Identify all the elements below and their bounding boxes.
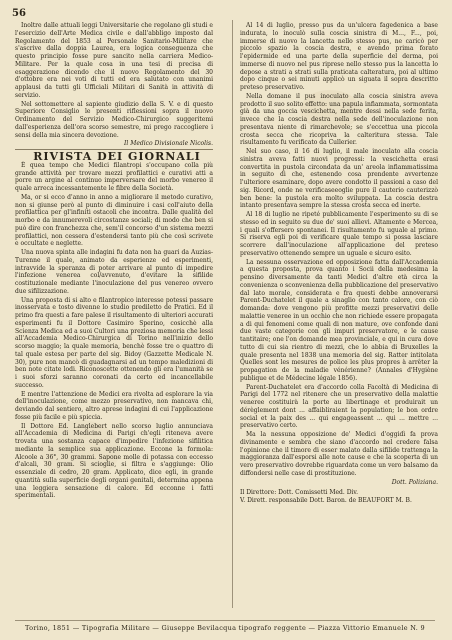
director-line: Il Direttore: Dott. Comissetti Med. Div. bbox=[240, 489, 359, 497]
paragraph: Inoltre dalle attuali leggi Universitarie che regolano gli studi e l'esercizio dell'Arte Medica civile e dall'abbligo imposto dal Regolamento del 1853 al Personale Sanitario-Militare che s'ascrive dalla doppia Laurea, era logica conseguenza che questo principio fosse pure sancito nella carriera Medico-Militare. Per la quale cosa in una tesi di precisa di esaggerazione dicendo che il nuovo Regolamento del 30 d'ottobre era nei voti di tutti ed era salutato con unanimi applausi da tutti gli Ufficiali Militari di Sanità in attività di servizio. bbox=[15, 22, 213, 99]
colophon: Torino, 1851 — Tipografia Militare — Giuseppe Bevilacqua tipografo reggente — Piazza Vittorio Emanuele N. 9 bbox=[15, 620, 435, 632]
paragraph: Una nuova spinta alle indagini fu data non ha guari da Auzias-Turenne il quale, animato da esperienze ed esperimenti, intravvide la speranza di poter arrivare al punto di impedire l'infezione venerea col/avvenuto, d'evitare la sifilide costituzionale mediante l'inoculazione del pus venereo ovvero due sifilizzazione. bbox=[15, 249, 213, 295]
paragraph: E mentre l'attenzione de Medici era rivolta ad esplorare la via dell'inoculazione, come mezzo preservativo, non mancava chi, deviando dal sentiero, altro aprese indagini di cui l'applicazione fosse più facile e più spiccia. bbox=[15, 390, 213, 421]
right-column bbox=[240, 22, 438, 505]
left-column bbox=[15, 22, 213, 501]
section-title: RIVISTA DEI GIORNALI bbox=[15, 149, 213, 161]
paragraph: Al 18 di luglio ne ripeté pubblicamente l'esperimento su di se stesso ed in seguito su due de' suoi allievi. Altamente e Mercea, i quali s'offersero spontanei. Il risultamento fu uguale al primo. Si riserva egli poi di verificare quale tempo si possa lasciare scorrere dall'inoculazione all'applicazione del preteso preservativo ottenendo sempre un uguale e sicuro esito. bbox=[240, 211, 438, 257]
paragraph: Una proposta di si alto e filantropico interesse potessi passare inosservata e tosto divenne lo studio prediletto de Pratici. Ed il primo fra questi a fare palese il risultamento di ulteriori accurati esperimenti fu il Dottore Casimiro Sperino, cosicchè alla Scienza Medica ed a suoi Cultori una preziosa memoria che lessi all'Accademia Medico-Chirurgica di Torino nell'inizio dello scorso maggio; la quale memoria, benchè fosse tre o quattro di tal quale estesa per parte del sig. Bidoy (Gazzette Medicale N. 30), pure non mancò di guadagnarsi ad un tempo maledizioni di ben note citate lodi. Riconoscette ottenendo gli era l'umanità se i suoi sforzi saranno coronati da certo ed incancellabile successo. bbox=[15, 296, 213, 389]
paragraph: Ma, or si ecco d'anno in anno a migliorare il metodo curativo, non si giunse però al punto di diminuire i casi coll'aiuto della profilattica per gl'infiniti ostacoli che incontra. Dalle qualità del morbo e da innumerevoli circostanze sociali; di modo che ben si può dire con franchezza che, sem'il concorso d'un sistema mezzi profilattici, non cessera d'estendersi tanto più che così scrivete e occultate e neglette. bbox=[15, 193, 213, 248]
paragraph: È quea tempo che Medici filantropi s'occupano colla più grande attività per trovare mezzi profilattici e curativi atti a porre un argine al continuo imperversare del morbo venereo il quale arreca incessantemente le fibre della Società. bbox=[15, 161, 213, 192]
paragraph: Al 14 di luglio, presso pus da un'ulcera fagedenica a base indurata, lo inoculò sulla coscia sinistra di M..., F..., poi, immerse di nuovo la lancetta nello stesso pus, ne caricò per piccolo spazio la coscia destra, e avendo prima forato l'epidermide ed una parte della superficie del derma, poi immerse di nuovo nel pus riprese nello stesso pus la lancetta lo depose a strati a strati sulla praticata calteratura, poi al ultimo dopo cinque o sei minuti applicò un siguata il sopra descritto preteso preservativo. bbox=[240, 22, 438, 91]
paragraph: La nessuna osservazione ed opposizione fatta dall'Accademia a questa proposta, prova quanto i Socii della medesima la pensino diversamente da tanti Medici d'altre età circa la convenienza o sconvenienza della pubblicazione del preservativo dal lato morale, considerata e fra questi debbe annoverarsi Parent-Duchatelet il quale a sinaglio con tanto calore, con ciò domanda: dove vengono più profitte mezzi preservativi delle malattie veneree in un occhio che non richiede essere propagata a di qui fenomeni come quali di non mature, ove confonde dani due vaste categorie con gli impuri preservatore, e le cause tantitaire; one l'on domande mea provinciale, e qui in cura dove tutto di cui sia rientro di mezzi, che lo abbia di Bruxelles la quale presenta nel 1838 una memoria del sig. Ratter intitolata Quelles sont les mesures de police les plus propres à arrêter la propagation de la maladie vénérienne? (Annales d'Hygiène publique et de Médecine légale 1856). bbox=[240, 258, 439, 382]
paragraph: Nella domane il pus inoculato alla coscia sinistra aveva prodotto il suo solito effetto: una papula infiammata, sormontata già da una goccia vescichetta, mentre dessi nella sede ferita, invece che la coscia destra nella sede dell'inoculazione non presentava niente di rimarchevole; se s'eccettua una piccola crosta secca che ricopriva la calteritura stessa. Tale risultamento fu verificato da Cullerier. bbox=[240, 92, 438, 147]
paragraph: Ma la nessuna opposizione de' Medici d'oggidì fa prova divinamente e sembra che siano d'accordo nel credere falsa l'opinione che il timore di esser malato dalla sifilide trattenga la maggioranza dall'esporsi alle note cause e che la scoperta di un vero preservativo dovrebbe riguardata come un vero balsamo da diffondersi nelle case di prostituzione. bbox=[240, 431, 438, 477]
responsible-line: V. Dirett. responsabile Dott. Baron. de BEAUFORT M. B. bbox=[240, 497, 412, 504]
editor-credits bbox=[240, 489, 438, 505]
paragraph: Nel suo caso, il 16 di luglio, il male inoculato alla coscia sinistra aveva fatti nuovi progressi: la vescichetta erasi convertita in pustola circondata da un' areola infiammatissima in seguito di che, estenendo cosa prendente avvertenze l'ulteriore esaminare, dopo avere condotto il passioni a caso del sig. Ricord, onde ne verificaseeoglie pure il cauterio cauterizzò ben bene: la pustola era molto sviluppata. La coscia destra intanto presentava sempre la stessa crosta secca ed inerte. bbox=[240, 148, 438, 210]
paragraph: Nel sottomettere al sapiente giudizio della S. V. e di questo Superiore Consiglio le presenti riflessioni sopra il nuovo Ordinamento del Servizio Medico-Chirurgico suggeritemi dall'esperienza dell'ora scorso semestre, mi prego raccogliere i sensi della mia sincera devozione. bbox=[15, 100, 213, 139]
signature: Dott. Poliziana. bbox=[391, 478, 438, 486]
signature: Il Medico Divisionale Nicolis. bbox=[124, 140, 213, 148]
paragraph: Il Dottore Ed. Langlebert nello scorso luglio annunciava all'Accademia di Medicina di Parigi ch'egli riteneva avere trovata una sostanza capace d'impedire l'infezione sifilitica mediante la semplice sua applicazione. Eccone la formola: Alcoole a 36°, 30 grammi. Sapone molle di potassa con eccesso d'alcali, 30 gram. Si scioglie, si filtra e s'aggiunge: Olio essenziale di cedro, 20 gram. Applicato, dice egli, in grande quantità sulla superficie degli organi genitali, determina appena una leggiera sensazione di calore. Ed ecconne i fatti sperimentali. bbox=[15, 422, 213, 500]
page-number: 56 bbox=[12, 8, 26, 19]
paragraph: Parent-Duchatelet era d'accordo colla Facoltà di Medicina di Parigi del 1772 nel ritenere che un preservativo della malattie veneree costituirà la porte au libertinage et produirait un dérèglement dont ... affaibliraient la population; le bon ordre social et la paix des ... qui engageassent ... qui ... mettre ... preservativo certo. bbox=[240, 383, 438, 430]
column-divider bbox=[232, 20, 233, 608]
